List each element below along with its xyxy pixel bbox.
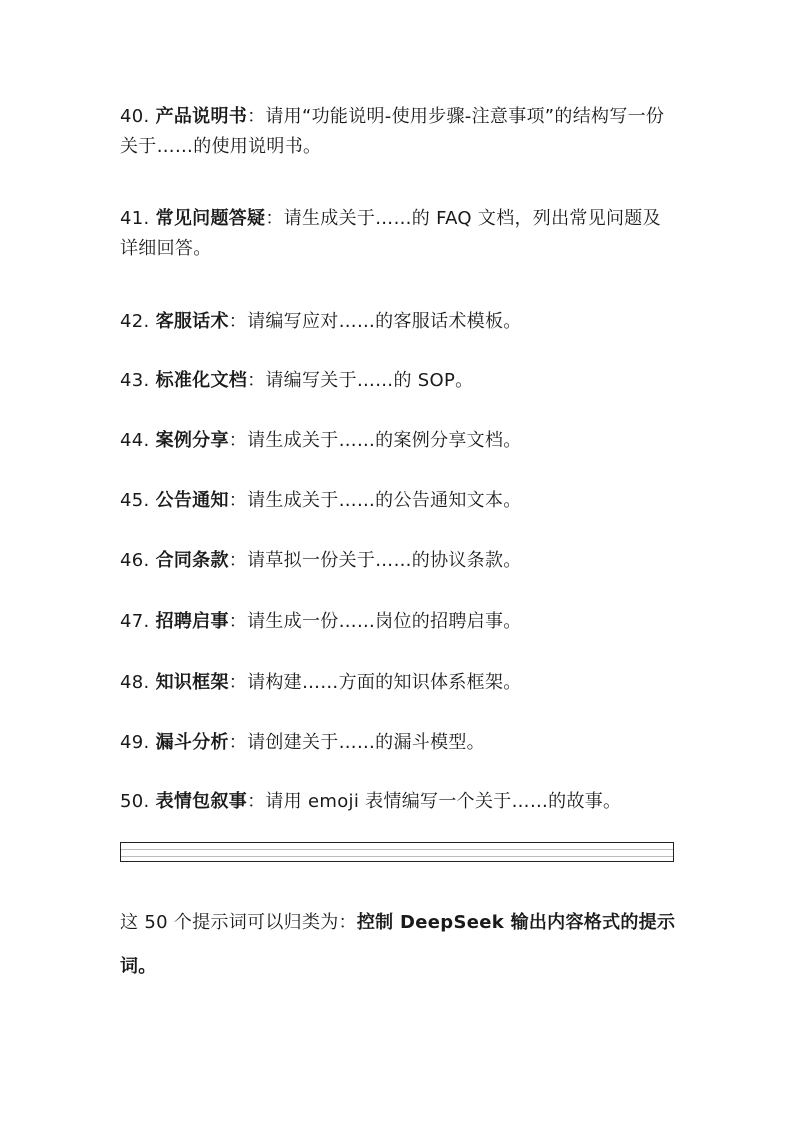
item-text: 请生成关于……的案例分享文档。 xyxy=(247,430,522,451)
item-text: 请用 emoji 表情编写一个关于……的故事。 xyxy=(265,791,622,812)
item-number: 45. xyxy=(120,490,150,511)
item-text: 请用“功能说明-使用步骤-注意事项”的结构写一份关于……的使用说明书。 xyxy=(120,106,665,157)
item-text: 请生成关于……的 FAQ 文档，列出常见问题及详细回答。 xyxy=(120,208,661,259)
item-colon: ： xyxy=(265,208,284,229)
item-number: 46. xyxy=(120,550,150,571)
item-number: 47. xyxy=(120,611,150,632)
item-colon: ： xyxy=(228,311,248,332)
item-text: 请创建关于……的漏斗模型。 xyxy=(247,732,485,753)
item-colon: ： xyxy=(228,490,248,511)
item-term: 知识框架 xyxy=(155,672,229,693)
item-number: 49. xyxy=(120,732,150,753)
item-text: 请编写关于……的 SOP。 xyxy=(265,370,474,391)
item-term: 表情包叙事 xyxy=(155,791,248,812)
item-number: 50. xyxy=(120,791,150,812)
item-text: 请构建……方面的知识体系框架。 xyxy=(247,672,522,693)
list-item-48 xyxy=(120,668,676,698)
item-term: 标准化文档 xyxy=(155,370,248,391)
item-colon: ： xyxy=(228,611,248,632)
item-number: 42. xyxy=(120,311,150,332)
list-item-50 xyxy=(120,787,676,817)
list-item-45 xyxy=(120,486,676,516)
item-number: 44. xyxy=(120,430,150,451)
horizontal-rule-box xyxy=(120,842,674,862)
item-colon: ： xyxy=(228,732,248,753)
list-item-44 xyxy=(120,426,676,456)
list-item-46 xyxy=(120,546,676,576)
list-item-40 xyxy=(120,102,676,162)
item-colon: ： xyxy=(228,550,248,571)
item-term: 常见问题答疑 xyxy=(155,208,266,229)
item-term: 公告通知 xyxy=(155,490,229,511)
summary-lead: 这 50 个提示词可以归类为： xyxy=(120,912,357,933)
item-number: 40. xyxy=(120,106,150,127)
item-text: 请生成一份……岗位的招聘启事。 xyxy=(247,611,522,632)
list-item-47 xyxy=(120,607,676,637)
item-colon: ： xyxy=(247,791,266,812)
item-colon: ： xyxy=(247,370,266,391)
item-colon: ： xyxy=(247,106,266,127)
item-term: 产品说明书 xyxy=(155,106,248,127)
item-colon: ： xyxy=(228,672,248,693)
item-number: 48. xyxy=(120,672,150,693)
item-term: 案例分享 xyxy=(155,430,229,451)
item-number: 43. xyxy=(120,370,150,391)
list-item-42 xyxy=(120,307,676,337)
summary-emphasis: 控制 DeepSeek 输出内容格式的提示词。 xyxy=(120,912,676,977)
item-term: 客服话术 xyxy=(155,311,229,332)
list-item-41 xyxy=(120,204,676,264)
list-item-43 xyxy=(120,366,676,396)
summary-paragraph xyxy=(120,901,676,989)
item-text: 请生成关于……的公告通知文本。 xyxy=(247,490,522,511)
item-text: 请编写应对……的客服话术模板。 xyxy=(247,311,522,332)
item-term: 漏斗分析 xyxy=(155,732,229,753)
item-term: 招聘启事 xyxy=(155,611,229,632)
horizontal-rule-lines xyxy=(121,849,673,857)
item-term: 合同条款 xyxy=(155,550,229,571)
item-number: 41. xyxy=(120,208,150,229)
list-item-49 xyxy=(120,728,676,758)
item-text: 请草拟一份关于……的协议条款。 xyxy=(247,550,522,571)
item-colon: ： xyxy=(228,430,248,451)
